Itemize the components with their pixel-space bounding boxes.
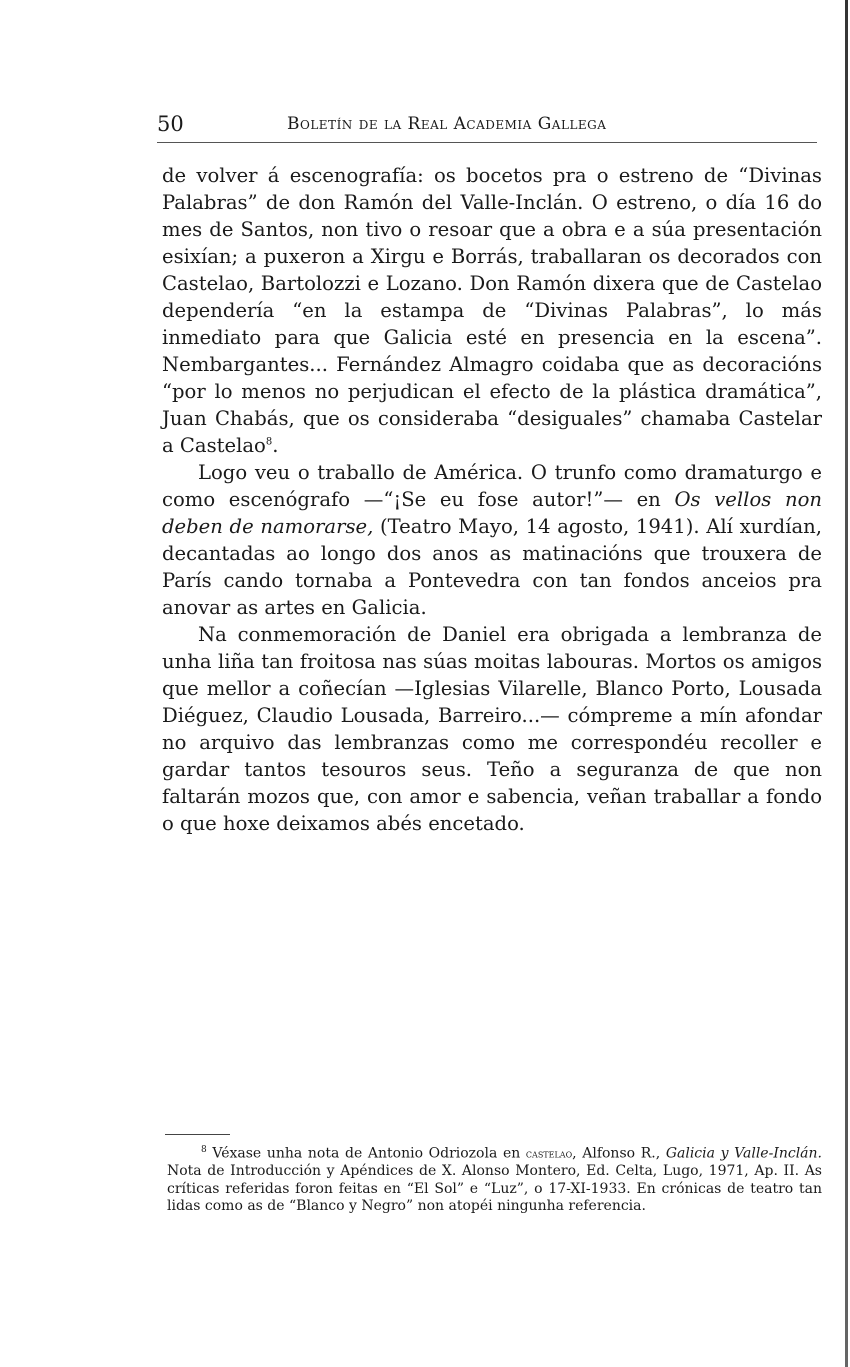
footnote-smallcaps: castelao <box>525 1146 573 1161</box>
note-ref-8: 8 <box>265 436 273 448</box>
page-edge-shadow <box>845 0 848 1367</box>
footnote-part2: , Alfonso R., <box>572 1145 666 1162</box>
paragraph-1-text: de volver á escenografía: os bocetos pra o estreno de “Divinas Palabras” de don Ramón del Valle-Inclán. O estreno, o día 16 do mes de Santos, non tivo o resoar que a obra e a súa presentación esixían; a puxeron a Xirgu e Borrás, traballaran os decorados con Castelao, Bartolozzi e Lozano. Don Ramón dixera que de Castelao dependería “en la estampa de “Divinas Palabras”, lo más inmediato para que Galicia esté en presencia en la escena”. Nembargantes... Fernández Almagro coidaba que as decoracións “por lo menos no perjudican el efecto de la plástica dramática”, Juan Chabás, que os consideraba “desiguales” chamaba Castelar a Castelao <box>162 164 822 457</box>
paragraph-2-before: Logo veu o traballo de América. O trunfo como dramaturgo e como escenógrafo —“¡Se eu fose autor!”— en <box>162 461 822 511</box>
running-head: Boletín de la Real Academia Gallega <box>287 114 607 134</box>
paragraph-2 <box>162 459 822 621</box>
footnote-mark: 8 <box>201 1145 207 1155</box>
play-title: Os vellos non deben de namorarse, <box>162 488 822 538</box>
paragraph-2-after: (Teatro Mayo, 14 agosto, 1941). Alí xurdían, decantadas ao longo dos anos as matinacións que trouxera de París cando tornaba a Pontevedra con tan fondos anceios pra anovar as artes en Galicia. <box>162 515 822 619</box>
paragraph-1 <box>162 162 822 459</box>
footnote-book-title: Galicia y Valle-Inclán. <box>665 1145 822 1162</box>
page-header <box>157 112 817 143</box>
body-text <box>162 162 822 837</box>
paragraph-3 <box>162 621 822 837</box>
page-number: 50 <box>157 112 184 136</box>
paragraph-3-text: Na conmemoración de Daniel era obrigada a lembranza de unha liña tan froitosa nas súas moitas labouras. Mortos os amigos que mellor a coñecían —Iglesias Vilarelle, Blanco Porto, Lousada Diéguez, Claudio Lousada, Barreiro...— cómpreme a mín afondar no arquivo das lembranzas como me correspondéu recoller e gardar tantos tesouros seus. Teño a seguranza de que non faltarán mozos que, con amor e sabencia, veñan traballar a fondo o que hoxe deixamos abés encetado. <box>162 623 822 835</box>
footnote-part1: Véxase unha nota de Antonio Odriozola en <box>212 1145 526 1162</box>
footnote-8 <box>167 1142 822 1216</box>
footnote-rule <box>165 1134 230 1135</box>
paragraph-1-end: . <box>272 434 279 457</box>
footnote-part3: Nota de Introducción y Apéndices de X. Alonso Montero, Ed. Celta, Lugo, 1971, Ap. II. As críticas referidas foron feitas en “El Sol” e “Luz”, o 17-XI-1933. En crónicas de teatro tan lidas como as de “Blanco y Negro” non atopéi ningunha referencia. <box>167 1163 822 1215</box>
